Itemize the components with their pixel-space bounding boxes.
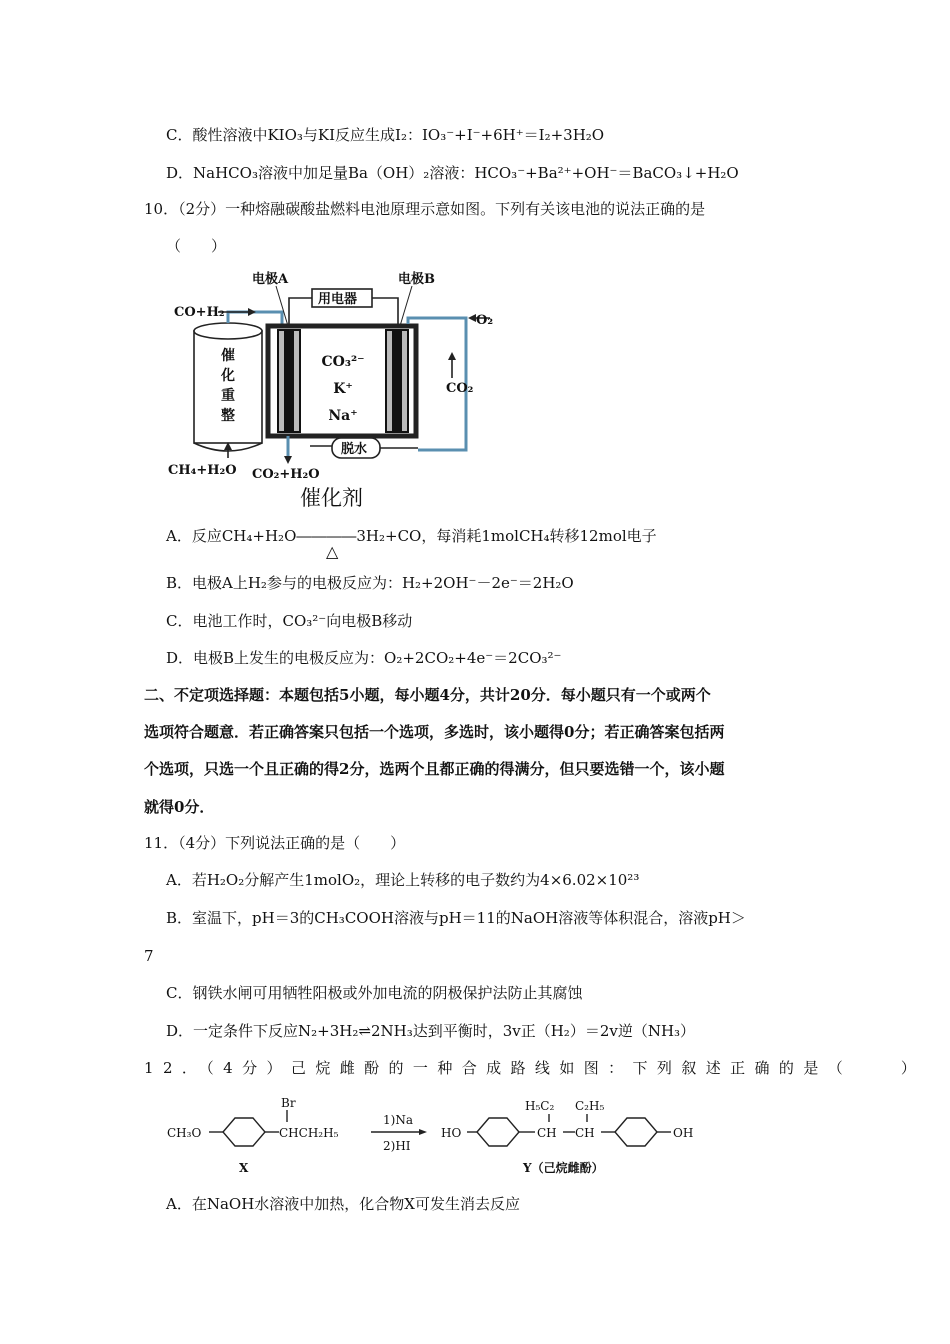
electrode-a-label: 电极A [252, 272, 289, 287]
q11-option-d: D．一定条件下反应N₂+3H₂⇌2NH₃达到平衡时，3v正（H₂）＝2v逆（NH₃） [166, 1022, 696, 1040]
section2-line4: 就得0分． [144, 798, 215, 816]
q10-option-a: A．反应CH₄+H₂O――――3H₂+CO，每消耗1molCH₄转移12mol电子 [166, 527, 657, 545]
section2-line2: 选项符合题意．若正确答案只包括一个选项，多选时，该小题得0分；若正确答案包括两 [144, 723, 725, 741]
section2-line1: 二、不定项选择题：本题包括5小题，每小题4分，共计20分．每小题只有一个或两个 [144, 686, 711, 704]
q12-option-a: A．在NaOH水溶液中加热，化合物X可发生消去反应 [166, 1195, 520, 1213]
x-chain-label: CHCH₂H₅ [279, 1126, 339, 1140]
x-bromo-label: Br [281, 1096, 296, 1110]
q9-option-c: C．酸性溶液中KIO₃与KI反应生成I₂：IO₃⁻+I⁻+6H⁺＝I₂+3H₂O [166, 126, 605, 144]
q10-option-b: B．电极A上H₂参与的电极反应为：H₂+2OH⁻－2e⁻＝2H₂O [166, 574, 574, 592]
y-compound-label: Y（己烷雌酚） [523, 1161, 604, 1175]
reaction-step-2: 2)HI [383, 1139, 411, 1153]
synthesis-route-diagram [165, 1092, 710, 1180]
reformer-char-4: 整 [221, 408, 235, 424]
reaction-step-1: 1)Na [383, 1113, 413, 1127]
x-compound-label: X [239, 1161, 249, 1175]
q10-answer-paren: （ ） [166, 237, 227, 255]
reformer-feed-label: CH₄+H₂O [168, 463, 237, 478]
y-sub1-label: H₅C₂ [525, 1099, 555, 1113]
section2-line3: 个选项，只选一个且正确的得2分，选两个且都正确的得满分，但只要选错一个，该小题 [144, 760, 725, 778]
y-ch1-label: CH [537, 1126, 557, 1140]
electrode-b-label: 电极B [398, 272, 435, 287]
y-ho-label: HO [441, 1126, 462, 1140]
outlet-label: CO₂+H₂O [252, 467, 320, 482]
q10-option-d: D．电极B上发生的电极反应为：O₂+2CO₂+4e⁻＝2CO₃²⁻ [166, 649, 562, 667]
inlet-gas-label: CO+H₂ [174, 305, 225, 320]
fuel-cell-diagram [160, 268, 505, 483]
y-ch2-label: CH [575, 1126, 595, 1140]
oxygen-label: O₂ [476, 313, 494, 328]
q11-option-b-line1: B．室温下，pH＝3的CH₃COOH溶液与pH＝11的NaOH溶液等体积混合，溶液pH＞ [166, 909, 746, 927]
q10-option-c: C．电池工作时，CO₃²⁻向电极B移动 [166, 612, 413, 630]
reformer-char-1: 催 [221, 348, 235, 364]
q11-stem: 11．（4分）下列说法正确的是（ ） [144, 834, 406, 852]
electrolyte-ion-1: CO₃²⁻ [321, 354, 365, 370]
q11-option-c: C．钢铁水闸可用牺牲阳极或外加电流的阴极保护法防止其腐蚀 [166, 984, 583, 1002]
y-oh-label: OH [673, 1126, 694, 1140]
heat-symbol: △ [326, 542, 339, 561]
dehydration-label: 脱水 [341, 442, 368, 457]
catalyst-label: 催化剂 [300, 486, 363, 510]
electrolyte-ion-3: Na⁺ [328, 408, 358, 424]
load-label: 用电器 [318, 292, 358, 307]
q11-option-b-line2: 7 [144, 947, 154, 965]
q11-option-a: A．若H₂O₂分解产生1molO₂，理论上转移的电子数约为4×6.02×10²³ [166, 871, 640, 889]
carbon-dioxide-label: CO₂ [446, 381, 474, 396]
reformer-char-3: 重 [221, 388, 235, 404]
electrolyte-ion-2: K⁺ [333, 381, 353, 397]
reformer-char-2: 化 [221, 368, 235, 384]
q9-option-d: D．NaHCO₃溶液中加足量Ba（OH）₂溶液：HCO₃⁻+Ba²⁺+OH⁻＝BaCO₃↓+H₂O [166, 164, 739, 182]
y-sub2-label: C₂H₅ [575, 1099, 605, 1113]
q12-stem: 12．（4分）己烷雌酚的一种合成路线如图：下列叙述正确的是（ ） [144, 1059, 926, 1077]
x-methoxy-label: CH₃O [167, 1126, 202, 1140]
q10-stem: 10．（2分）一种熔融碳酸盐燃料电池原理示意如图。下列有关该电池的说法正确的是 [144, 200, 706, 218]
